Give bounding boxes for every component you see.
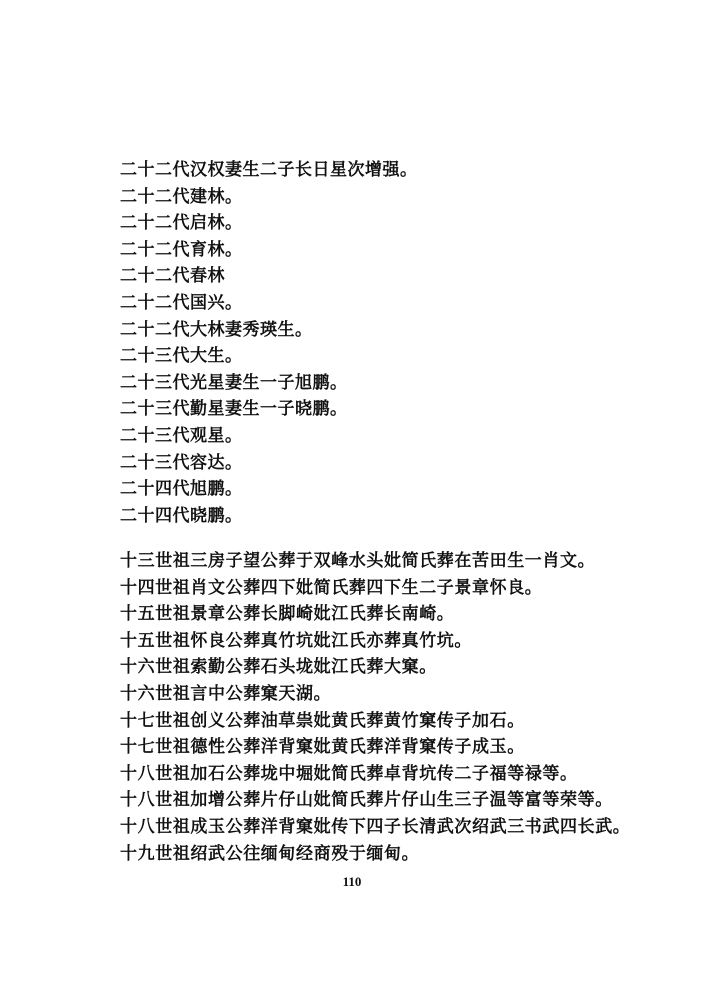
list-item: 二十四代晓鹏。 [120,505,243,526]
list-item: 二十三代勤星妻生一子晓鹏。 [120,399,348,420]
list-item: 二十二代汉权妻生二子长日星次增强。 [120,160,418,180]
list-item: 十八世祖加增公葬片仔山妣简氏葬片仔山生三子温等富等荣等。 [120,790,613,811]
generation-list [120,157,660,529]
list-item: 二十二代启林。 [120,213,243,234]
list-item: 二十四代旭鹏。 [120,479,243,500]
list-item: 十三世祖三房子望公葬于双峰水头妣简氏葬在苦田生一肖文。 [120,551,596,571]
list-item: 十八世祖加石公葬垅中堀妣简氏葬卓背坑传二子福等禄等。 [120,763,578,784]
list-item: 二十三代大生。 [120,346,243,367]
list-item: 十四世祖肖文公葬四下妣简氏葬四下生二子景章怀良。 [120,577,543,598]
list-item: 二十二代建林。 [120,186,243,207]
list-item: 十九世祖绍武公往缅甸经商殁于缅甸。 [120,843,420,864]
list-item: 二十二代国兴。 [120,292,243,313]
list-item: 二十二代育林。 [120,239,243,260]
list-item: 十八世祖成玉公葬洋背窠妣传下四子长清武次绍武三书武四长武。 [120,816,631,837]
list-item: 二十三代观星。 [120,425,243,446]
list-item: 十六世祖言中公葬窠天湖。 [120,683,332,704]
page-number: 110 [342,874,362,889]
list-item: 十五世祖景章公葬长脚崎妣江氏葬长南崎。 [120,604,455,625]
list-item: 十五世祖怀良公葬真竹坑妣江氏亦葬真竹坑。 [120,630,472,651]
list-item: 十六世祖索勤公葬石头垅妣江氏葬大窠。 [120,657,437,678]
list-item: 十七世祖德性公葬洋背窠妣黄氏葬洋背窠传子成玉。 [120,737,525,758]
list-item: 二十三代光星妻生一子旭鹏。 [120,372,348,393]
list-item: 二十二代大林妻秀瑛生。 [120,319,313,340]
list-item: 十七世祖创义公葬油草祟妣黄氏葬黄竹窠传子加石。 [120,710,525,731]
list-item: 二十二代春林 [120,266,225,287]
ancestor-list [120,548,680,867]
list-item: 二十三代容达。 [120,452,243,473]
